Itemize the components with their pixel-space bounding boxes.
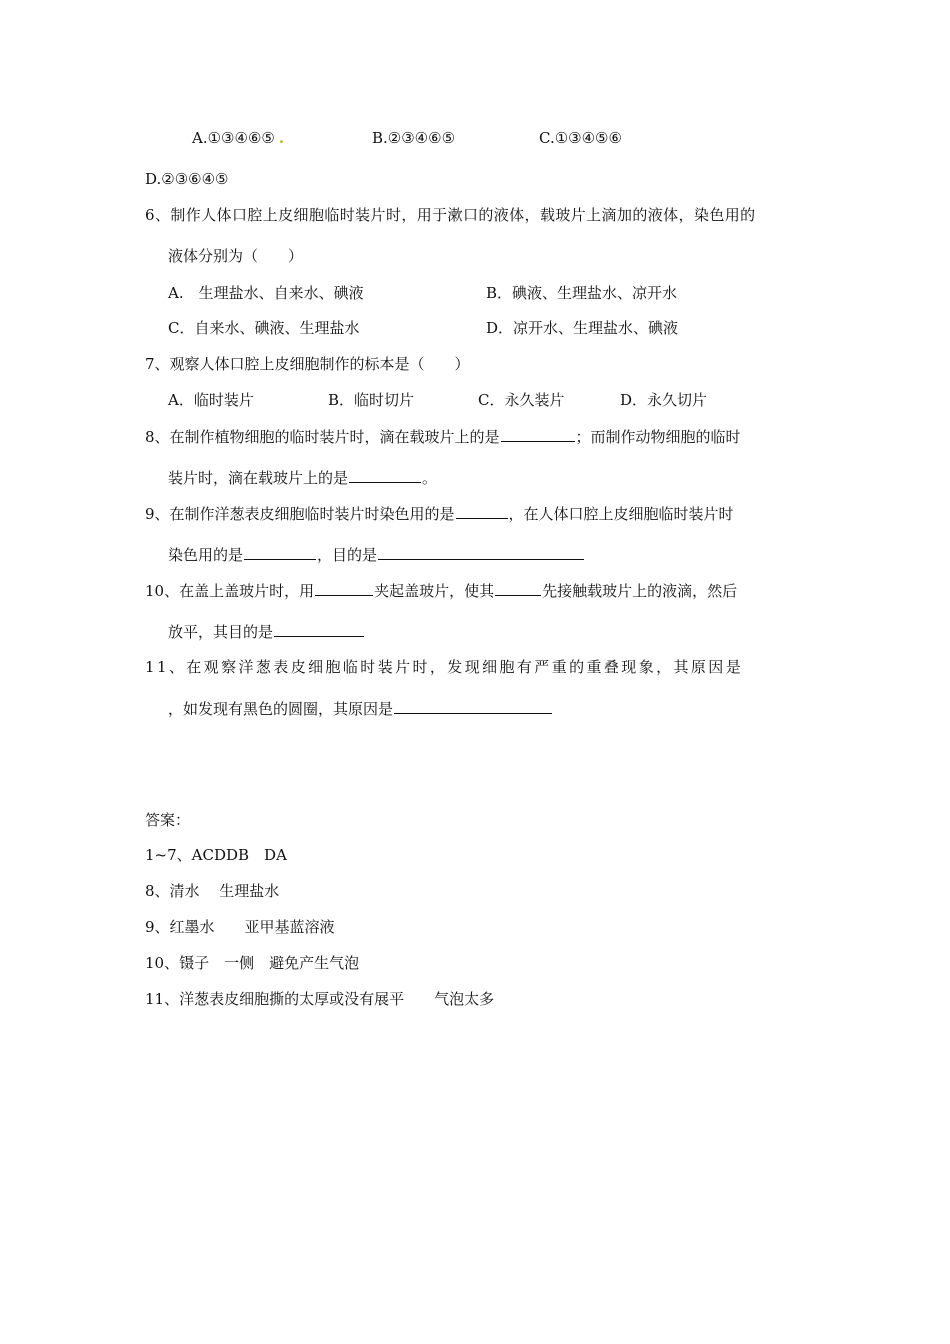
q6-option-a: A. 生理盐水、自来水、碘液: [168, 284, 364, 302]
q8-text-3: 装片时，滴在载玻片上的是: [168, 469, 349, 487]
q8-text-4: 。: [422, 469, 438, 487]
answer-8: 8、清水 生理盐水: [145, 882, 280, 900]
q7-stem: 7、观察人体口腔上皮细胞制作的标本是（ ）: [145, 355, 470, 373]
q8-text-1: 8、在制作植物细胞的临时装片时，滴在载玻片上的是: [145, 428, 500, 446]
q6-option-d: D．凉开水、生理盐水、碘液: [486, 319, 679, 337]
q9-blank-1[interactable]: [456, 503, 508, 519]
q5-option-d: D.②③⑥④⑤: [145, 170, 229, 188]
q9-text-3: 染色用的是: [168, 546, 244, 564]
q6-option-c: C．自来水、碘液、生理盐水: [168, 319, 360, 337]
q8-blank-2[interactable]: [349, 467, 421, 483]
answer-1-7: 1~7、ACDDB DA: [145, 846, 287, 864]
q8-text-2: ；而制作动物细胞的临时: [575, 428, 741, 446]
q9-line1: [145, 503, 734, 524]
q5-option-a: [192, 128, 284, 148]
answer-9: 9、红墨水 亚甲基蓝溶液: [145, 918, 335, 936]
answers-heading: 答案：: [145, 811, 191, 829]
q8-blank-1[interactable]: [501, 426, 575, 442]
q7-option-b: B．临时切片: [328, 391, 415, 409]
q10-text-1: 10、在盖上盖玻片时，用: [145, 582, 315, 600]
q10-blank-1[interactable]: [315, 580, 373, 596]
q5-option-c: C.①③④⑤⑥: [539, 129, 622, 147]
q10-line1: [145, 580, 737, 601]
q9-text-4: ，目的是: [317, 546, 378, 564]
q10-blank-2[interactable]: [495, 580, 541, 596]
q7-option-d: D．永久切片: [620, 391, 708, 409]
q9-line2: [168, 544, 585, 565]
answer-11: 11、洋葱表皮细胞撕的太厚或没有展平 气泡太多: [145, 990, 495, 1008]
q7-option-c: C．永久装片: [478, 391, 565, 409]
q9-blank-3[interactable]: [378, 544, 584, 560]
q6-stem-line2: 液体分别为（ ）: [168, 247, 304, 265]
q10-text-2: 夹起盖玻片，使其: [374, 582, 495, 600]
q10-line2: [168, 621, 365, 642]
q7-option-a: A．临时装片: [168, 391, 254, 409]
q11-line2: [168, 698, 553, 719]
q5-option-a-text: A.①③④⑥⑤: [192, 129, 275, 147]
q6-stem-line1: 6、制作人体口腔上皮细胞临时装片时，用于漱口的液体，载玻片上滴加的液体，染色用的: [145, 206, 756, 224]
dot-mark: .: [278, 129, 285, 147]
q11-text-2: ，如发现有黑色的圆圈，其原因是: [168, 700, 394, 718]
q5-option-b: B.②③④⑥⑤: [372, 129, 456, 147]
q9-text-1: 9、在制作洋葱表皮细胞临时装片时染色用的是: [145, 505, 455, 523]
q9-blank-2[interactable]: [244, 544, 316, 560]
q10-blank-3[interactable]: [274, 621, 364, 637]
q9-text-2: ，在人体口腔上皮细胞临时装片时: [508, 505, 734, 523]
q10-text-3: 先接触载玻片上的液滴，然后: [542, 582, 738, 600]
q8-line1: [145, 426, 741, 447]
q10-text-4: 放平，其目的是: [168, 623, 274, 641]
answer-10: 10、镊子 一侧 避免产生气泡: [145, 954, 360, 972]
q6-option-b: B．碘液、生理盐水、凉开水: [486, 284, 678, 302]
q11-blank[interactable]: [394, 698, 552, 714]
q11-line1: 11、在观察洋葱表皮细胞临时装片时，发现细胞有严重的重叠现象，其原因是: [145, 658, 744, 676]
q8-line2: [168, 467, 437, 488]
